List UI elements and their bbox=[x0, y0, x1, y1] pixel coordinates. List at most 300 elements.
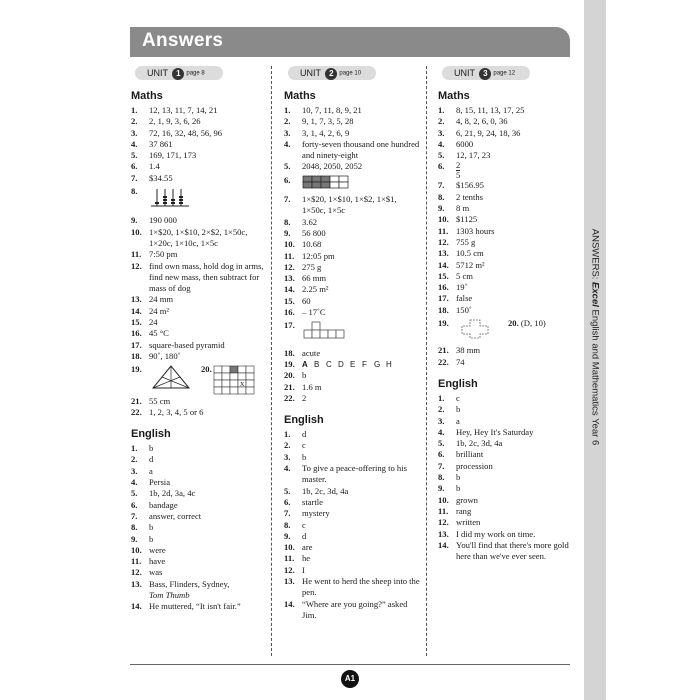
answer-text: square-based pyramid bbox=[149, 339, 225, 350]
answer-item bbox=[131, 454, 269, 465]
answer-number: 6. bbox=[438, 161, 445, 172]
answer-item bbox=[284, 370, 422, 381]
answer-item bbox=[131, 340, 269, 351]
answer-item bbox=[438, 495, 576, 506]
answer-number: 18. bbox=[438, 304, 449, 315]
answer-number: 7. bbox=[438, 180, 445, 191]
answer-text: 55 cm bbox=[149, 395, 171, 406]
answer-item bbox=[131, 556, 269, 567]
answer-item bbox=[284, 161, 422, 172]
answer-number: 16. bbox=[438, 282, 449, 293]
answer-item bbox=[438, 472, 576, 483]
answer-number: 11. bbox=[131, 556, 142, 567]
answer-item bbox=[284, 348, 422, 359]
answer-item bbox=[438, 226, 576, 237]
answer-item bbox=[131, 522, 269, 533]
unit-number-badge: 1 bbox=[172, 68, 184, 80]
answer-text: 2048, 2050, 2052 bbox=[302, 161, 363, 172]
answer-number: 14. bbox=[131, 601, 142, 612]
answer-number: 7. bbox=[438, 460, 445, 471]
answer-number: 2. bbox=[284, 116, 291, 127]
answer-text: a bbox=[456, 415, 460, 426]
section-heading: English bbox=[284, 414, 324, 427]
answer-number: 11. bbox=[284, 250, 295, 261]
answer-text: procession bbox=[456, 460, 493, 471]
answer-number: 19. bbox=[438, 318, 449, 329]
answer-number: 5. bbox=[131, 150, 138, 161]
answer-text: d bbox=[149, 454, 154, 465]
answer-item bbox=[438, 237, 576, 248]
answer-item bbox=[284, 217, 422, 228]
unit-number-badge: 3 bbox=[479, 68, 491, 80]
answer-number: 6. bbox=[284, 496, 291, 507]
answer-text: 169, 171, 173 bbox=[149, 150, 197, 161]
answer-item bbox=[131, 488, 269, 499]
answer-item bbox=[131, 500, 269, 511]
answer-number: 13. bbox=[438, 528, 449, 539]
section-spacer bbox=[131, 418, 269, 426]
footer-rule bbox=[130, 664, 570, 665]
answer-item bbox=[438, 506, 576, 517]
section-heading: English bbox=[438, 377, 478, 390]
answer-number: 3. bbox=[131, 465, 138, 476]
answer-number: 3. bbox=[131, 127, 138, 138]
answer-text: 10, 7, 11, 8, 9, 21 bbox=[302, 105, 362, 115]
letter-e: E bbox=[350, 359, 356, 369]
answer-item bbox=[284, 440, 422, 451]
answer-text: 3, 1, 4, 2, 6, 9 bbox=[302, 127, 350, 138]
answer-number: 6. bbox=[438, 449, 445, 460]
answer-number: 15. bbox=[284, 295, 295, 306]
letter-c: C bbox=[326, 359, 332, 369]
answer-number: 5. bbox=[438, 438, 445, 449]
answer-item bbox=[438, 461, 576, 472]
answer-text: 12, 17, 23 bbox=[456, 150, 491, 161]
letter-h: H bbox=[386, 359, 392, 369]
answer-text: 2.25 m² bbox=[302, 284, 329, 295]
answer-list bbox=[284, 105, 422, 404]
answer-number: 20. bbox=[284, 370, 295, 381]
answer-text: You'll find that there's more gold here than we've ever seen. bbox=[456, 539, 569, 562]
answer-number: 8. bbox=[438, 191, 445, 202]
answer-text: c bbox=[302, 519, 306, 530]
answer-number: 4. bbox=[438, 138, 445, 149]
answer-number: 2. bbox=[284, 440, 291, 451]
answer-text: To give a peace-offering to his master. bbox=[302, 463, 407, 485]
answer-item bbox=[284, 497, 422, 508]
answer-item bbox=[284, 452, 422, 463]
answer-text: answer, correct bbox=[149, 510, 202, 521]
answer-number: 12. bbox=[131, 567, 142, 578]
answer-item bbox=[284, 116, 422, 127]
unit-page-ref: page 12 bbox=[493, 70, 516, 77]
answer-text: bandage bbox=[149, 499, 178, 510]
page-number-badge: A1 bbox=[341, 670, 359, 688]
answer-item bbox=[438, 271, 576, 282]
answer-number: 19. bbox=[131, 364, 142, 375]
answer-text: 190 000 bbox=[149, 215, 177, 226]
answer-number: 2. bbox=[438, 116, 445, 127]
answer-number: 3. bbox=[438, 127, 445, 138]
answer-item bbox=[131, 105, 269, 116]
answer-text: c bbox=[302, 440, 306, 451]
answer-item bbox=[284, 251, 422, 262]
answer-text: $34.55 bbox=[149, 172, 173, 183]
answer-number: 17. bbox=[131, 339, 142, 350]
answer-item bbox=[131, 601, 269, 612]
answer-text: were bbox=[149, 544, 166, 555]
answer-number: 5. bbox=[131, 488, 138, 499]
answer-text: He went to herd the sheep into the pen. bbox=[302, 575, 420, 598]
answer-text: 6000 bbox=[456, 138, 474, 149]
answer-number: 14. bbox=[131, 305, 142, 316]
answer-number: 8. bbox=[131, 522, 138, 533]
answer-item bbox=[284, 508, 422, 519]
answer-item bbox=[438, 305, 576, 316]
answer-text: b bbox=[149, 522, 154, 533]
answer-number: 5. bbox=[438, 150, 445, 161]
title-bar bbox=[130, 27, 570, 57]
answer-item bbox=[131, 116, 269, 127]
answer-item bbox=[131, 161, 269, 172]
answer-number: 1. bbox=[438, 105, 445, 115]
answer-text: 38 mm bbox=[456, 345, 481, 356]
answer-text: false bbox=[456, 293, 473, 304]
answer-number: 13. bbox=[131, 578, 142, 589]
unit-2-column bbox=[284, 66, 422, 621]
answer-number: 4. bbox=[131, 138, 138, 149]
answer-text: b bbox=[302, 370, 307, 381]
answer-number: 10. bbox=[284, 239, 295, 250]
answer-number: 18. bbox=[284, 347, 295, 358]
coordinate-grid bbox=[212, 364, 258, 398]
answer-text: 45 °C bbox=[149, 328, 169, 339]
answer-number: 8. bbox=[284, 519, 291, 530]
unit-label: UNIT bbox=[147, 68, 168, 78]
answer-text: 1.4 bbox=[149, 161, 160, 172]
answer-item bbox=[284, 228, 422, 239]
answer-text: b bbox=[149, 443, 154, 454]
unit-label: UNIT bbox=[300, 68, 321, 78]
answer-number: 6. bbox=[131, 161, 138, 172]
fraction bbox=[456, 161, 460, 180]
answer-list bbox=[438, 105, 576, 368]
answer-item bbox=[438, 393, 576, 404]
answer-item bbox=[284, 382, 422, 393]
answer-item bbox=[438, 105, 576, 116]
answer-item bbox=[438, 345, 576, 356]
answer-text-italic: Tom Thumb bbox=[149, 589, 190, 600]
answer-item bbox=[438, 192, 576, 203]
answer-text: 3.62 bbox=[302, 216, 318, 227]
answer-item bbox=[284, 553, 422, 564]
answer-number: 1. bbox=[131, 105, 138, 115]
answer-number: 15. bbox=[438, 270, 449, 281]
answer-list bbox=[284, 429, 422, 621]
answer-text: 6, 21, 9, 24, 18, 36 bbox=[456, 127, 521, 138]
letter-d: D bbox=[338, 359, 344, 369]
answer-text: He muttered, “It isn't fair.” bbox=[149, 601, 241, 612]
answer-number: 9. bbox=[438, 483, 445, 494]
unit-number-badge: 2 bbox=[325, 68, 337, 80]
answer-number: 9. bbox=[438, 203, 445, 214]
answer-number: 13. bbox=[131, 294, 142, 305]
answer-text: b bbox=[456, 404, 461, 415]
unit-3-column bbox=[438, 66, 576, 562]
answer-text: 24 m² bbox=[149, 305, 170, 316]
answer-item bbox=[131, 511, 269, 522]
answer-text: startle bbox=[302, 496, 323, 507]
answer-number: 16. bbox=[131, 328, 142, 339]
answer-number: 9. bbox=[284, 227, 291, 238]
answer-text: d bbox=[302, 429, 307, 440]
answer-number: 12. bbox=[131, 260, 142, 271]
answer-text: 1b, 2c, 3d, 4a bbox=[302, 485, 349, 496]
answer-text: Hey, Hey It's Saturday bbox=[456, 426, 534, 437]
answer-text: b bbox=[302, 451, 307, 462]
answer-item bbox=[284, 565, 422, 576]
answer-text: he bbox=[302, 553, 311, 564]
answer-number: 4. bbox=[284, 138, 291, 149]
answer-item bbox=[131, 545, 269, 556]
answer-number: 14. bbox=[438, 259, 449, 270]
answer-number: 13. bbox=[284, 273, 295, 284]
answer-text: 56 800 bbox=[302, 227, 326, 238]
answer-text: 2 bbox=[302, 392, 307, 403]
answer-text: “Where are you going?” asked Jim. bbox=[302, 598, 408, 620]
answer-item bbox=[438, 449, 576, 460]
answer-number: 21. bbox=[131, 395, 142, 406]
page-title: Answers bbox=[142, 30, 224, 51]
answer-item bbox=[438, 282, 576, 293]
answer-item bbox=[284, 359, 422, 370]
answer-list bbox=[131, 105, 269, 418]
answer-number: 12. bbox=[438, 517, 449, 528]
answer-number: 10. bbox=[131, 226, 142, 237]
answer-item bbox=[131, 173, 269, 184]
answer-number: 11. bbox=[131, 249, 142, 260]
answer-text: – 17˚C bbox=[302, 307, 326, 318]
answer-item bbox=[131, 477, 269, 488]
answer-number: 16. bbox=[284, 307, 295, 318]
answer-item bbox=[438, 517, 576, 528]
answer-item bbox=[284, 273, 422, 284]
answer-number: 5. bbox=[284, 485, 291, 496]
answer-item bbox=[284, 429, 422, 440]
answer-item bbox=[131, 150, 269, 161]
answer-item bbox=[131, 534, 269, 545]
unit-page-ref: page 10 bbox=[339, 70, 362, 77]
answer-item bbox=[284, 599, 422, 622]
answer-text: Persia bbox=[149, 477, 171, 488]
answer-text: was bbox=[149, 567, 163, 578]
answer-number: 10. bbox=[438, 214, 449, 225]
answer-list bbox=[131, 443, 269, 612]
answer-text: 7:50 pm bbox=[149, 249, 178, 260]
answer-item bbox=[131, 294, 269, 305]
answer-text: 1×$20, 1×$10, 2×$2, 1×50c, 1×20c, 1×10c, 1×5c bbox=[149, 226, 248, 248]
section-heading: Maths bbox=[284, 90, 316, 102]
answer-text: 1b, 2d, 3a, 4c bbox=[149, 488, 196, 499]
answer-text: 12, 13, 11, 7, 14, 21 bbox=[149, 105, 218, 115]
answer-number: 7. bbox=[131, 172, 138, 183]
answer-item bbox=[284, 307, 422, 318]
unit-1-column bbox=[131, 66, 269, 613]
answer-text: 24 bbox=[149, 317, 158, 328]
section-spacer bbox=[284, 404, 422, 412]
answer-item bbox=[131, 407, 269, 418]
answer-item bbox=[131, 186, 269, 213]
section-heading: English bbox=[131, 428, 171, 441]
answer-text: 60 bbox=[302, 295, 311, 306]
answer-number: 18. bbox=[131, 350, 142, 361]
answer-number: 4. bbox=[438, 426, 445, 437]
answer-item bbox=[438, 404, 576, 415]
answer-item bbox=[131, 443, 269, 454]
answer-item bbox=[438, 248, 576, 259]
answer-item bbox=[284, 296, 422, 307]
unit-3-header bbox=[442, 66, 530, 80]
answer-number: 15. bbox=[131, 317, 142, 328]
answer-item bbox=[131, 364, 269, 393]
answer-number: 11. bbox=[438, 225, 449, 236]
answer-item bbox=[284, 542, 422, 553]
answer-number: 8. bbox=[131, 186, 138, 197]
answer-item bbox=[131, 215, 269, 226]
answer-item bbox=[131, 306, 269, 317]
answer-item bbox=[284, 175, 422, 192]
answer-text: Bass, Flinders, Sydney, bbox=[149, 578, 230, 589]
answer-number: 1. bbox=[284, 429, 291, 440]
answer-item bbox=[131, 466, 269, 477]
answer-text: 275 g bbox=[302, 261, 322, 272]
answer-text: 2 tenths bbox=[456, 191, 483, 202]
answer-text: 8, 15, 11, 13, 17, 25 bbox=[456, 105, 525, 115]
answer-text: 10.68 bbox=[302, 239, 322, 250]
answer-text: d bbox=[302, 530, 307, 541]
section-spacer bbox=[438, 368, 576, 376]
answer-item bbox=[438, 116, 576, 127]
answer-text: 24 mm bbox=[149, 294, 174, 305]
answer-number: 14. bbox=[284, 598, 295, 609]
answer-item bbox=[438, 214, 576, 225]
letter-b: B bbox=[314, 359, 320, 369]
answer-number: 12. bbox=[438, 236, 449, 247]
answer-number: 20. bbox=[508, 318, 519, 329]
answer-number: 12. bbox=[284, 261, 295, 272]
answer-text: 66 mm bbox=[302, 273, 327, 284]
answer-number: 17. bbox=[284, 320, 295, 331]
fraction-numerator: 2 bbox=[456, 160, 461, 171]
answer-text: 9, 1, 7, 3, 5, 28 bbox=[302, 116, 354, 127]
answer-item bbox=[131, 249, 269, 260]
answer-text: 12:05 pm bbox=[302, 250, 335, 261]
answer-number: 7. bbox=[284, 508, 291, 519]
answer-item bbox=[284, 320, 422, 345]
answer-number: 2. bbox=[131, 116, 138, 127]
answer-item bbox=[284, 262, 422, 273]
answer-number: 7. bbox=[131, 510, 138, 521]
answer-number: 6. bbox=[131, 499, 138, 510]
abacus-figure bbox=[149, 186, 269, 213]
answer-text: 1.6 m bbox=[302, 381, 322, 392]
answer-number: 10. bbox=[131, 544, 142, 555]
answer-number: 22. bbox=[438, 356, 449, 367]
answer-20 bbox=[508, 318, 546, 329]
answer-text: I bbox=[302, 564, 305, 575]
answer-text: 90˚, 180˚ bbox=[149, 350, 181, 361]
letter-a: A bbox=[302, 359, 308, 369]
answer-number: 20. bbox=[201, 364, 212, 375]
answer-number: 7. bbox=[284, 194, 291, 205]
answer-item bbox=[131, 128, 269, 139]
answer-text: find own mass, hold dog in arms, find new mass, then subtract for mass of dog bbox=[149, 260, 264, 294]
answer-number: 2. bbox=[438, 404, 445, 415]
answer-item bbox=[284, 393, 422, 404]
answer-item bbox=[131, 396, 269, 407]
answer-item bbox=[131, 328, 269, 339]
answer-item bbox=[284, 284, 422, 295]
letter-g: G bbox=[374, 359, 381, 369]
answer-number: 3. bbox=[438, 415, 445, 426]
answer-text: 4, 8, 2, 6, 0, 36 bbox=[456, 116, 508, 127]
unit-2-header bbox=[288, 66, 376, 80]
answer-text: 1, 2, 3, 4, 5 or 6 bbox=[149, 406, 204, 417]
answer-item bbox=[438, 318, 576, 343]
answer-text: 1b, 2c, 3d, 4a bbox=[456, 438, 503, 449]
answer-item bbox=[284, 531, 422, 542]
answer-number: 13. bbox=[438, 248, 449, 259]
answer-item bbox=[131, 139, 269, 150]
answer-text: c bbox=[456, 392, 460, 403]
answer-item bbox=[438, 139, 576, 150]
grid-mark: X bbox=[239, 382, 245, 389]
answer-item bbox=[438, 128, 576, 139]
answer-text: brilliant bbox=[456, 449, 484, 460]
answer-item bbox=[284, 105, 422, 116]
answer-item bbox=[284, 576, 422, 599]
answer-item bbox=[131, 351, 269, 362]
unit-label: UNIT bbox=[454, 68, 475, 78]
answer-item bbox=[438, 427, 576, 438]
answer-number: 11. bbox=[284, 553, 295, 564]
answer-text: 1×$20, 1×$10, 1×$2, 1×$1, 1×50c, 1×5c bbox=[302, 194, 397, 216]
answer-item bbox=[284, 486, 422, 497]
answer-text: a bbox=[149, 465, 153, 476]
answer-number: 1. bbox=[131, 443, 138, 454]
letter-f: F bbox=[362, 359, 367, 369]
shaded-figure bbox=[302, 175, 422, 192]
answer-number: 9. bbox=[284, 530, 291, 541]
answer-number: 2. bbox=[131, 454, 138, 465]
answer-item bbox=[438, 293, 576, 304]
letter-row bbox=[302, 359, 398, 369]
answer-text: 2, 1, 9, 3, 6, 26 bbox=[149, 116, 201, 127]
answer-item bbox=[438, 357, 576, 368]
answer-item bbox=[438, 438, 576, 449]
answer-item bbox=[438, 161, 576, 180]
answer-number: 6. bbox=[284, 174, 291, 185]
answer-text: 37 861 bbox=[149, 138, 173, 149]
answer-number: 10. bbox=[438, 494, 449, 505]
column-divider bbox=[271, 66, 272, 656]
answer-list bbox=[438, 393, 576, 562]
answer-item bbox=[284, 194, 422, 217]
answer-number: 19. bbox=[284, 358, 295, 369]
answer-item bbox=[438, 416, 576, 427]
answer-number: 21. bbox=[284, 381, 295, 392]
answer-number: 10. bbox=[284, 542, 295, 553]
